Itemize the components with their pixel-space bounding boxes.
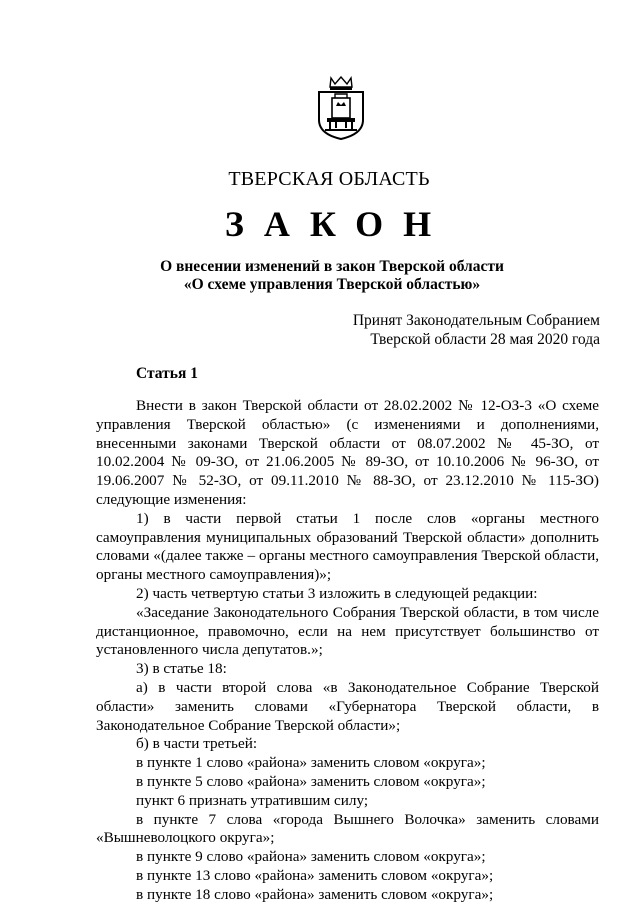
law-subject-line-2: «О схеме управления Тверской областью» (183, 276, 481, 293)
paragraph: 3) в статье 18: (136, 660, 227, 678)
paragraph: «Заседание Законодательного Собрания Тверской области, в том числе дистанционное, правомочно, если на нем присутствует большинство от установленного числа депутатов.»; (96, 603, 599, 659)
paragraph: пункт 6 признать утратившим силу; (136, 791, 369, 809)
paragraph: в пункте 9 слово «района» заменить словом «округа»; (136, 848, 486, 866)
paragraph: 2) часть четвертую статьи 3 изложить в следующей редакции: (136, 584, 538, 602)
region-name: ТВЕРСКАЯ ОБЛАСТЬ (228, 168, 430, 190)
adoption-note (353, 311, 600, 349)
law-subject (0, 258, 640, 294)
paragraph: в пункте 5 слово «района» заменить словом «округа»; (136, 772, 486, 790)
paragraph: 1) в части первой статьи 1 после слов «органы местного самоуправления муниципальных образований Тверской области» дополнить словами «(далее также – органы местного самоуправления Тверской области, органы местного самоуправления)»; (96, 509, 599, 584)
paragraph: Внести в закон Тверской области от 28.02.2002 № 12-ОЗ-3 «О схеме управления Тверской областью» (с изменениями и дополнениями, внесенными законами Тверской области от 08.07.2002 № 45-ЗО, от 10.02.2004 № 09-ЗО, от 21.06.2005 № 89-ЗО, от 10.10.2006 № 96-ЗО, от 19.06.2007 № 52-ЗО, от 09.11.2010 № 88-ЗО, от 23.12.2010 № 115-ЗО) следующие изменения: (96, 397, 599, 508)
paragraph: в пункте 7 слова «города Вышнего Волочка» заменить словами «Вышневолоцкого округа»; (96, 810, 599, 847)
tver-coat-of-arms-icon (315, 76, 367, 140)
paragraph: в пункте 18 слово «района» заменить словом «округа»; (136, 885, 494, 903)
article-body (96, 397, 599, 905)
adoption-note-line-1: Принят Законодательным Собранием (352, 312, 600, 329)
paragraph: в пункте 1 слово «района» заменить словом «округа»; (136, 754, 486, 772)
paragraph: в пункте 13 слово «района» заменить словом «округа»; (136, 866, 494, 884)
document-type-title: ЗАКОН (224, 204, 452, 244)
law-subject-line-1: О внесении изменений в закон Тверской области (160, 258, 504, 275)
paragraph: а) в части второй слова «в Законодательное Собрание Тверской области» заменить словами «Губернатора Тверской области, в Законодательное Собрание Тверской области»; (96, 678, 599, 734)
adoption-note-line-2: Тверской области 28 мая 2020 года (370, 331, 600, 348)
paragraph: б) в части третьей: (136, 735, 258, 753)
article-title: Статья 1 (136, 365, 198, 382)
